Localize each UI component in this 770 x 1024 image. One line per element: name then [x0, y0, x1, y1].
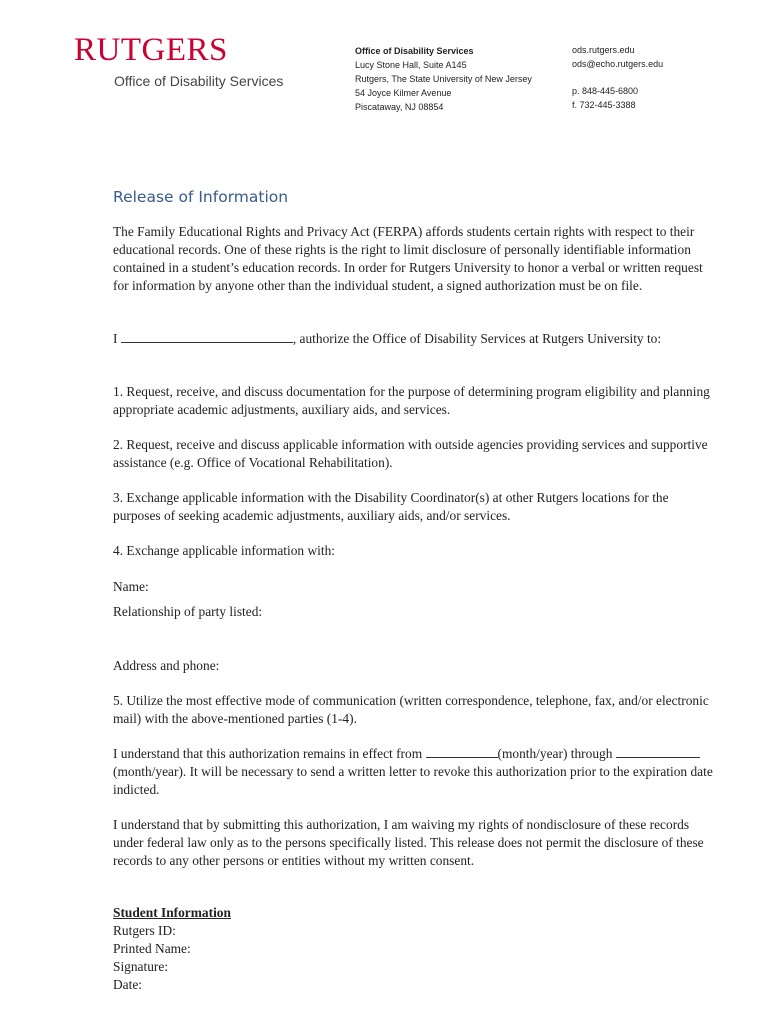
item-5: 5. Utilize the most effective mode of communication (written correspondence, telephone, fax, and/or electronic mail) with the above-mentioned parties (1-4).: [113, 693, 709, 726]
through-date-field[interactable]: [616, 745, 700, 758]
effect-text-2: (month/year) through: [497, 746, 613, 761]
item-2: 2. Request, receive and discuss applicable information with outside agencies providing services and supportive assistance (e.g. Office of Vocational Rehabilitation).: [113, 437, 708, 470]
email-link[interactable]: ods@echo.rutgers.edu: [572, 59, 664, 69]
authorize-suffix: , authorize the Office of Disability Services at Rutgers University to:: [292, 331, 662, 346]
item-4: 4. Exchange applicable information with:: [113, 543, 335, 558]
date-label: Date:: [113, 977, 142, 992]
page-title: Release of Information: [113, 188, 289, 206]
intro-paragraph: The Family Educational Rights and Privacy Act (FERPA) affords students certain rights with respect to their educational records. One of these rights is the right to limit disclosure of personally identifiable information contained in a student’s education records. In order for Rutgers University to honor a verbal or written request for information by anyone other than the individual student, a signed authorization must be on file.: [113, 224, 703, 293]
address-line: Rutgers, The State University of New Jersey: [355, 74, 532, 84]
effect-text-1: I understand that this authorization remains in effect from: [113, 746, 423, 761]
effect-text-3: (month/year). It will be necessary to send a written letter to revoke this authorization prior to the expiration date indicted.: [113, 764, 713, 797]
waiver-paragraph: I understand that by submitting this authorization, I am waiving my rights of nondisclosure of these records under federal law only as to the persons specifically listed. This release does not permit the disclosure of these records to any other persons or entities without my written consent.: [113, 817, 704, 868]
student-info-section: [113, 904, 713, 994]
student-info-heading: Student Information: [113, 905, 231, 920]
student-name-field[interactable]: [121, 330, 293, 343]
relationship-label: Relationship of party listed:: [113, 604, 263, 619]
signature-label: Signature:: [113, 959, 169, 974]
website-link[interactable]: ods.rutgers.edu: [572, 45, 635, 55]
name-label: Name:: [113, 579, 149, 594]
contact-info: [572, 43, 663, 112]
address-label: Address and phone:: [113, 658, 220, 673]
fax-number: f. 732-445-3388: [572, 100, 636, 110]
phone-number: p. 848-445-6800: [572, 86, 639, 96]
from-date-field[interactable]: [426, 745, 498, 758]
address-line: Piscataway, NJ 08854: [355, 102, 444, 112]
authorize-paragraph: [113, 330, 713, 348]
logo-subtitle: Office of Disability Services: [114, 73, 284, 89]
item-1: 1. Request, receive, and discuss documentation for the purpose of determining program eligibility and planning appropriate academic adjustments, auxiliary aids, and services.: [113, 384, 710, 417]
address-line: 54 Joyce Kilmer Avenue: [355, 88, 452, 98]
address-line: Lucy Stone Hall, Suite A145: [355, 60, 467, 70]
printed-name-label: Printed Name:: [113, 941, 191, 956]
authorize-prefix: I: [113, 331, 118, 346]
effect-paragraph: [113, 745, 713, 799]
office-address: [355, 44, 532, 114]
rutgers-logo: RUTGERS: [74, 32, 228, 68]
rutgers-id-label: Rutgers ID:: [113, 923, 176, 938]
item-3: 3. Exchange applicable information with the Disability Coordinator(s) at other Rutgers locations for the purposes of seeking academic adjustments, auxiliary aids, and/or services.: [113, 490, 669, 523]
office-name: Office of Disability Services: [355, 46, 474, 56]
